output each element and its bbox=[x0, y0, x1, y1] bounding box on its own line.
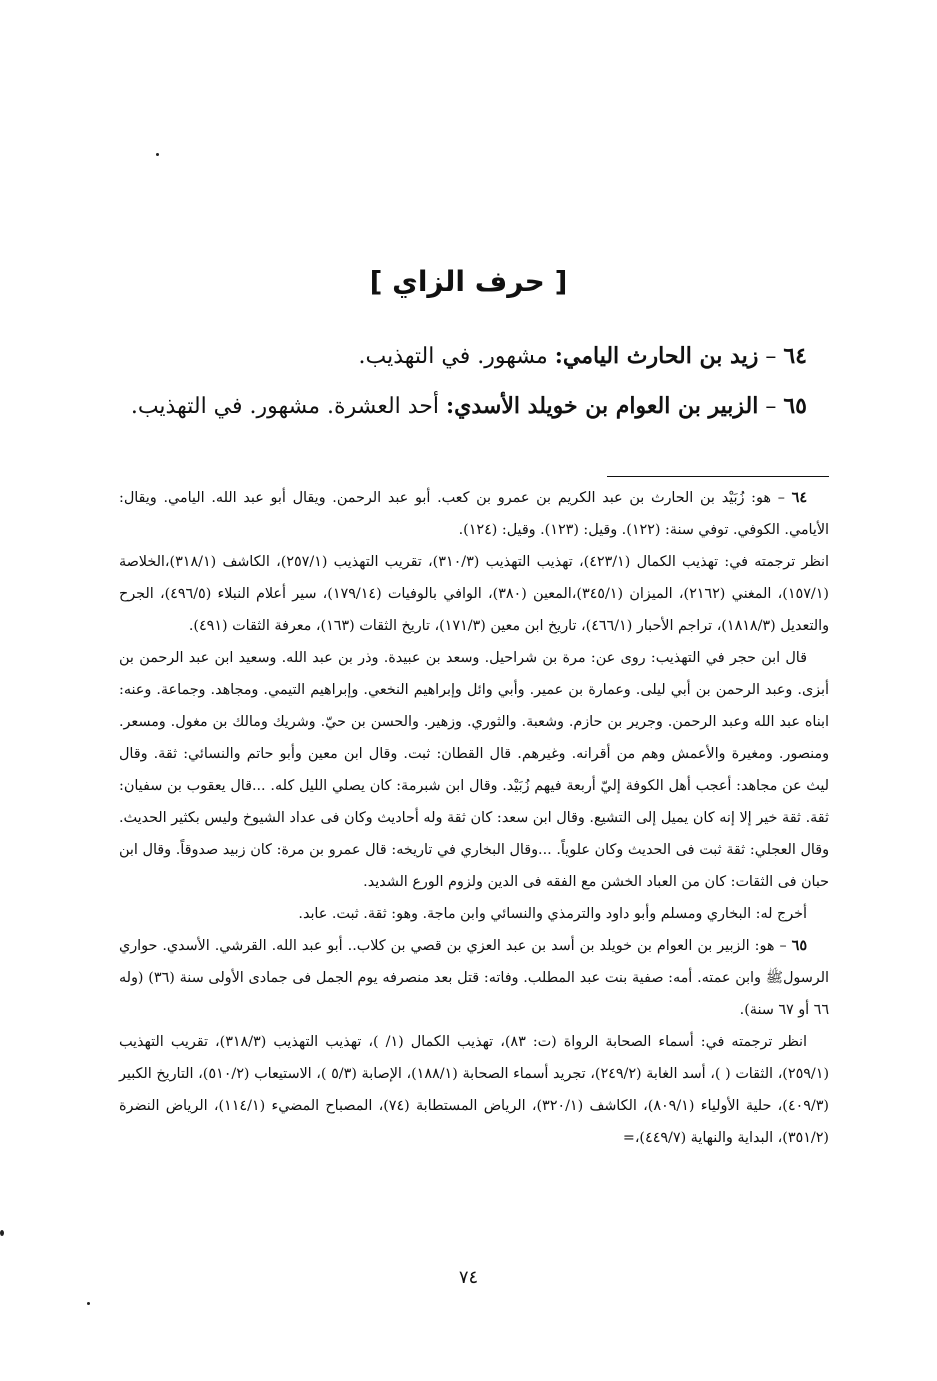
entry-text: أحد العشرة. مشهور. في التهذيب. bbox=[130, 394, 440, 419]
scan-speck bbox=[0, 1230, 4, 1236]
footnote-divider bbox=[607, 476, 829, 477]
entry-dash: – bbox=[758, 344, 777, 369]
page-number: ٧٤ bbox=[458, 1267, 479, 1288]
scan-speck bbox=[87, 1302, 90, 1305]
footnote-64-narrators: أخرج له: البخاري ومسلم وأبو داود والترمذي والنسائي وابن ماجة. وهو: ثقة. ثبت. عابد. bbox=[298, 906, 807, 922]
entry-65 bbox=[117, 388, 807, 425]
entry-name: الزبير بن العوام بن خويلد الأسدي: bbox=[446, 393, 759, 419]
entry-dash: – bbox=[758, 394, 777, 419]
footnote-64-biography: قال ابن حجر في التهذيب: روى عن: مرة بن شراحيل. وسعد بن عبيدة. وذر بن عبد الله. وسعيد ابن عبد الرحمن بن أبزى. وعبد الرحمن بن أبي ليلى. وعمارة بن عمير. وأبي وائل وإبراهيم النخعي. وإبراهيم التيمي. ومجاهد. وجماعة. وعنه: ابناه عبد الله وعبد الرحمن. وجرير بن حازم. وشعبة. والثوري. وزهير. والحسن بن حيّ. وشريك ومالك بن مغول. ومسعر. ومنصور. ومغيرة والأعمش وهم من أقرانه. وغيرهم. قال القطان: ثبت. وقال ابن معين وأبو حاتم والنسائي: ثقة. وقال ليث عن مجاهد: أعجب أهل الكوفة إليّ أربعة فيهم زُبَيْد. وقال ابن شبرمة: كان يصلي الليل كله. ...قال يعقوب بن سفيان: ثقة. ثقة خير إلا إنه كان يميل إلى التشيع. وقال ابن سعد: كان ثقة وله أحاديث وكان فى عداد الشيوخ وليس بكثير الحديث. وقال العجلي: ثقة ثبت فى الحديث وكان علوياً. ...وقال البخاري في تاريخه: قال عمرو بن مرة: كان زبيد صدوقاً. وقال ابن حبان فى الثقات: كان من العباد الخشن مع الفقه فى الدين ولزوم الورع الشديد. bbox=[119, 650, 829, 890]
footnote-number: ٦٥ bbox=[791, 938, 807, 954]
entry-number: ٦٤ bbox=[783, 343, 807, 369]
footnote-65-sources: انظر ترجمته في: أسماء الصحابة الرواة (ت: ٨٣)، تهذيب الكمال (١/ )، تهذيب التهذيب (٣١٨/٣)، تقريب التهذيب (٢٥٩/١)، الثقات ( )، أسد الغابة (٢٤٩/٢)، تجريد أسماء الصحابة (١٨٨/١)، الإصابة (٥/٣ )، الاستيعاب (٥١٠/٢)، التاريخ الكبير (٤٠٩/٣)، حلية الأولياء (٨٠٩/١)، الكاشف (٣٢٠/١)، الرياض المستطابة (٧٤)، المصباح المضيء (١١٤/١)، الرياض النضرة (٣٥١/٢)، البداية والنهاية (٤٤٩/٧)،= bbox=[119, 1034, 830, 1146]
chapter-heading: [ حرف الزاي ] bbox=[369, 265, 568, 298]
scan-speck bbox=[156, 153, 159, 156]
entry-number: ٦٥ bbox=[783, 393, 807, 419]
entry-text: مشهور. في التهذيب. bbox=[358, 344, 548, 369]
entry-64 bbox=[117, 338, 807, 375]
footnotes bbox=[119, 482, 829, 1154]
footnote-65-intro bbox=[119, 930, 829, 1026]
footnote-64-intro bbox=[119, 482, 829, 546]
footnote-text: – هو: الزبير بن العوام بن خويلد بن أسد بن عبد العزي بن قصي بن كلاب.. أبو عبد الله. القرشي. الأسدي. حواري الرسولﷺ وابن عمته. أمه: صفية بنت عبد المطلب. وفاته: قتل بعد منصرفه يوم الجمل فى جمادى الأولى سنة (٣٦) (وله ٦٦ أو ٦٧ سنة). bbox=[119, 938, 829, 1018]
footnote-64-sources: انظر ترجمته في: تهذيب الكمال (٤٢٣/١)، تهذيب التهذيب (٣١٠/٣)، تقريب التهذيب (٢٥٧/١)، الكاشف (٣١٨/١)،الخلاصة (١٥٧/١)، المغني (٢١٦٢)، الميزان (٣٤٥/١)،المعين (٣٨٠)، الوافي بالوفيات (١٧٩/١٤)، سير أعلام النبلاء (٤٩٦/٥)، الجرح والتعديل (١٨١٨/٣)، تراجم الأحبار (٤٦٦/١)، تاريخ ابن معين (١٧١/٣)، تاريخ الثقات (١٦٣)، معرفة الثقات (٤٩١). bbox=[119, 554, 830, 634]
entry-name: زيد بن الحارث اليامي: bbox=[554, 343, 759, 369]
footnote-text: – هو: زُبَيْد بن الحارث بن عبد الكريم بن عمرو بن كعب. أبو عبد الرحمن. ويقال أبو عبد الله. اليامي. ويقال: الأيامي. الكوفي. توفي سنة: (١٢٢). وقيل: (١٢٣). وقيل: (١٢٤). bbox=[119, 490, 829, 538]
footnote-number: ٦٤ bbox=[791, 490, 808, 506]
